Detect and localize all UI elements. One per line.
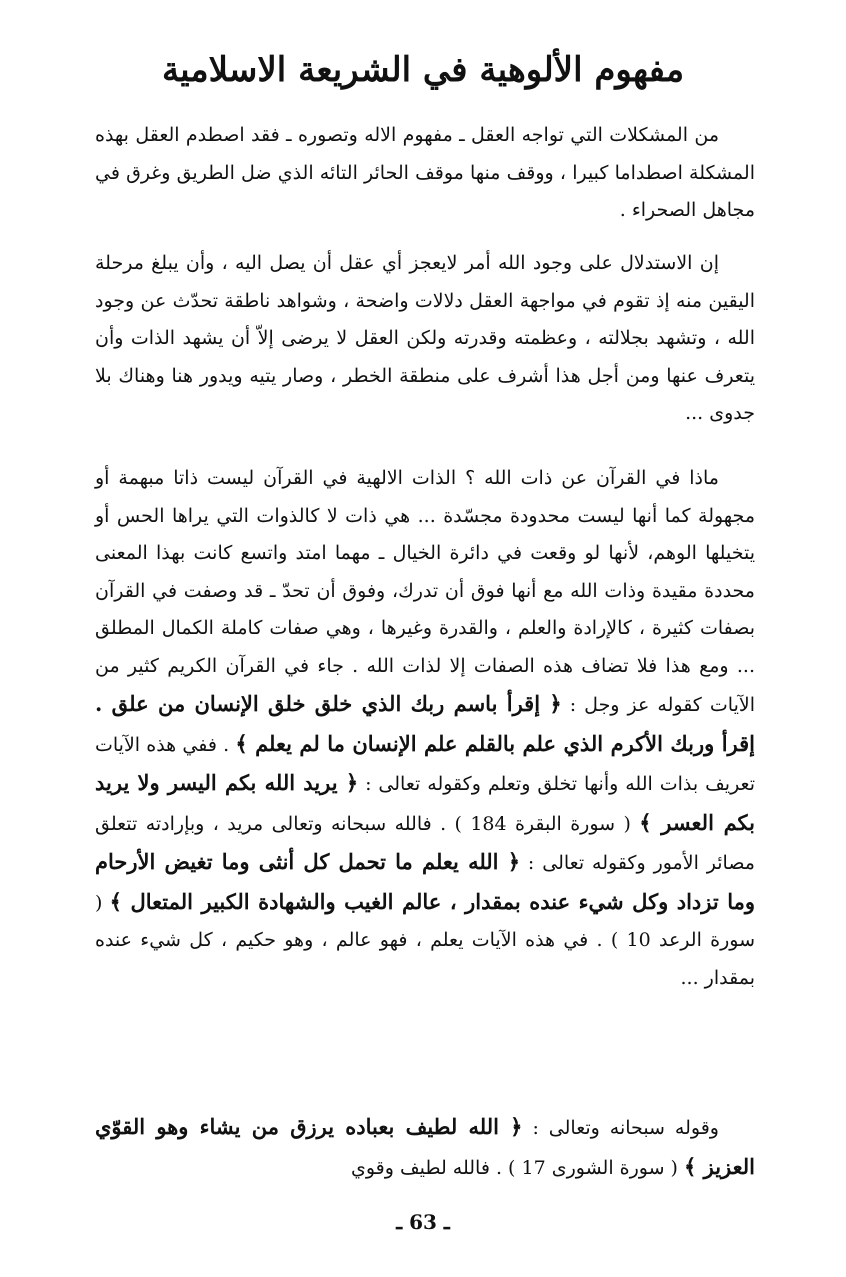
paragraph-4-text-1: وقوله سبحانه وتعالى : xyxy=(522,1117,719,1139)
paragraph-4 xyxy=(95,1108,755,1187)
quran-verse-3: ﴿ الله يعلم ما تحمل كل أنثى وما تغيض الأرحام وما تزداد وكل شيء عنده بمقدار ، عالم الغيب والشهادة الكبير المتعال ﴾ xyxy=(95,849,756,914)
paragraph-2 xyxy=(95,245,755,433)
page-title: مفهوم الألوهية في الشريعة الاسلامية xyxy=(161,50,685,90)
paragraph-3-text-1: ماذا في القرآن عن ذات الله ؟ الذات الالهية في القرآن ليست ذاتا مبهمة أو مجهولة كما أنها ليست محدودة مجسّدة ... هي ذات لا كالذوات التي يراها الحس أو يتخيلها الوهم، لأنها لو وقعت في دائرة الخيال ـ مهما امتد واتسع كانت بهذا المعنى محددة مقيدة وذات الله مع أنها فوق أن تدرك، وفوق أن تحدّ ـ قد وصفت في القرآن بصفات كثيرة ، كالإرادة والعلم ، والقدرة وغيرها ، وهي صفات كاملة الكمال المطلق ... ومع هذا فلا تضاف هذه الصفات إلا لذات الله . جاء في القرآن الكريم كثير من الآيات كقوله عز وجل : xyxy=(95,467,755,716)
paragraph-3-text-4: ( سورة الرعد 10 ) . في هذه الآيات يعلم ، فهو عالم ، وهو حكيم ، كل شيء عنده بمقدار ... xyxy=(95,891,755,989)
paragraph-2-text: إن الاستدلال على وجود الله أمر لايعجز أي عقل أن يصل اليه ، وأن يبلغ مرحلة اليقين منه إذ تقوم في مواجهة العقل دلالات واضحة ، وشواهد ناطقة تحدّث عن وجود الله ، وتشهد بجلالته ، وعظمته وقدرته ولكن العقل لا يرضى إلاّ أن يشهد الذات وأن يتعرف عنها ومن أجل هذا أشرف على منطقة الخطر ، وصار يتيه ويدور هنا وهناك بلا جدوى ... xyxy=(95,252,755,424)
page-number: ـ 63 ـ xyxy=(396,1210,450,1234)
paragraph-3-text-3: ( سورة البقرة 184 ) . فالله سبحانه وتعالى مريد ، وبإرادته تتعلق مصائر الأمور وكقوله تعالى : xyxy=(95,812,755,874)
quran-verse-1: ﴿ إقرأ باسم ربك الذي خلق خلق الإنسان من علق . إقرأ وربك الأكرم الذي علم بالقلم علم الإنسان ما لم يعلم ﴾ xyxy=(95,691,755,756)
paragraph-1 xyxy=(95,117,755,230)
paragraph-1-text: من المشكلات التي تواجه العقل ـ مفهوم الاله وتصوره ـ فقد اصطدم العقل بهذه المشكلة اصطداما كبيرا ، ووقف منها موقف الحائر التائه الذي ضل الطريق وغرق في مجاهل الصحراء . xyxy=(95,124,755,221)
quran-verse-4: ﴿ الله لطيف بعباده يرزق من يشاء وهو القوّي العزيز ﴾ xyxy=(95,1114,755,1179)
quran-verse-2: ﴿ يريد الله بكم اليسر ولا يريد بكم العسر ﴾ xyxy=(95,770,755,835)
paragraph-3 xyxy=(95,460,755,997)
paragraph-3-text-2: . ففي هذه الآيات تعريف بذات الله وأنها تخلق وتعلم وكقوله تعالى : xyxy=(95,733,756,795)
paragraph-4-text-2: ( سورة الشورى 17 ) . فالله لطيف وقوي xyxy=(350,1156,684,1179)
